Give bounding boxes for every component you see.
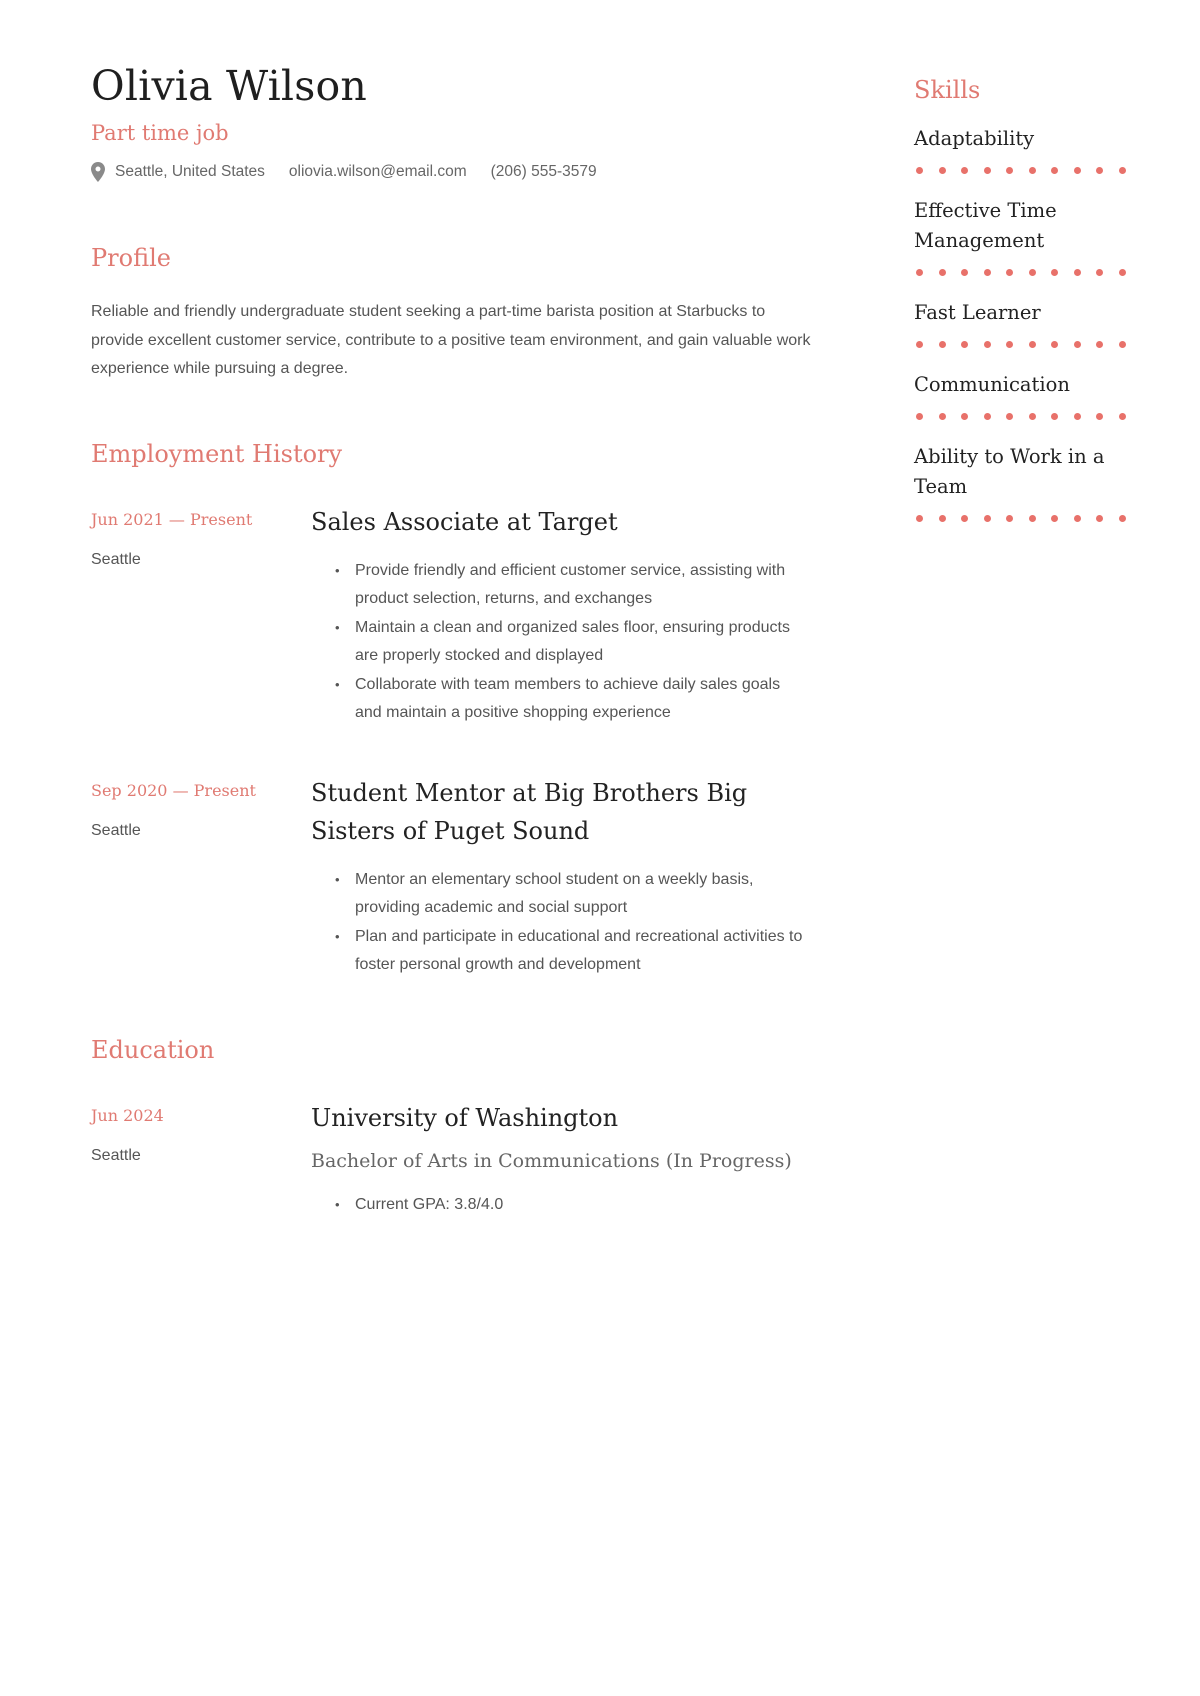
skill-dot xyxy=(1119,269,1126,276)
skill-item xyxy=(914,196,1134,276)
skill-dot xyxy=(1074,269,1081,276)
skill-dot xyxy=(1051,341,1058,348)
skill-name: Effective Time Management xyxy=(914,199,1057,252)
entry-body xyxy=(311,774,811,980)
skill-dot xyxy=(1074,167,1081,174)
skill-dot xyxy=(1029,167,1036,174)
employment-entry xyxy=(91,503,811,728)
employment-heading: Employment History xyxy=(91,439,343,468)
skill-dot xyxy=(1029,341,1036,348)
skill-dot xyxy=(1006,413,1013,420)
skill-dot xyxy=(939,269,946,276)
entry-degree: Bachelor of Arts in Communications (In Progress) xyxy=(311,1149,792,1172)
candidate-name: Olivia Wilson xyxy=(91,62,367,110)
entry-date: Jun 2021 — Present xyxy=(91,509,253,529)
skill-dot xyxy=(1074,341,1081,348)
skills-sidebar xyxy=(914,74,1134,522)
skill-dot xyxy=(1096,167,1103,174)
skill-dot xyxy=(961,167,968,174)
entry-date: Sep 2020 — Present xyxy=(91,780,256,800)
skill-dot xyxy=(916,167,923,174)
skill-item xyxy=(914,370,1134,420)
skill-dot xyxy=(1051,269,1058,276)
map-pin-icon xyxy=(91,162,105,182)
contact-line xyxy=(91,162,811,182)
skill-item xyxy=(914,124,1134,174)
skill-dot xyxy=(916,269,923,276)
skill-dot xyxy=(984,167,991,174)
skill-name: Communication xyxy=(914,373,1070,396)
skill-dot xyxy=(1006,341,1013,348)
profile-text: Reliable and friendly undergraduate student seeking a part-time barista position at Starbucks to provide excellent customer service, contribute to a positive team environment, and gain valuable work experience while pursuing a degree. xyxy=(91,303,811,377)
skills-heading: Skills xyxy=(914,76,981,104)
entry-city: Seattle xyxy=(91,550,141,568)
contact-phone[interactable]: (206) 555-3579 xyxy=(490,163,597,180)
skill-dot xyxy=(1096,413,1103,420)
skill-dot xyxy=(1096,269,1103,276)
skill-item xyxy=(914,442,1134,522)
entry-body xyxy=(311,1099,811,1220)
skill-dot xyxy=(1006,269,1013,276)
skill-name: Ability to Work in a Team xyxy=(914,445,1105,498)
skill-level-dots xyxy=(914,413,1126,420)
entry-city: Seattle xyxy=(91,821,141,839)
skill-level-dots xyxy=(914,269,1126,276)
education-entry xyxy=(91,1099,811,1220)
entry-city: Seattle xyxy=(91,1146,141,1164)
bullet-item: • Collaborate with team members to achieve daily sales goals and maintain a positive shopping experience xyxy=(335,671,811,728)
skill-dot xyxy=(1074,413,1081,420)
skill-dot xyxy=(961,515,968,522)
skill-dot xyxy=(1119,413,1126,420)
skill-level-dots xyxy=(914,341,1126,348)
skill-dot xyxy=(1096,515,1103,522)
contact-location: Seattle, United States xyxy=(115,163,265,180)
skill-dot xyxy=(1051,167,1058,174)
bullet-item: • Maintain a clean and organized sales floor, ensuring products are properly stocked and displayed xyxy=(335,614,811,671)
skill-dot xyxy=(1029,413,1036,420)
employment-entry xyxy=(91,774,811,980)
skill-dot xyxy=(1006,167,1013,174)
entry-title: Student Mentor at Big Brothers Big Sisters of Puget Sound xyxy=(311,778,748,845)
main-column xyxy=(91,60,811,1219)
entry-bullets xyxy=(311,1191,811,1220)
entry-title: University of Washington xyxy=(311,1103,619,1132)
entry-meta xyxy=(91,774,311,980)
skill-dot xyxy=(1074,515,1081,522)
skill-dot xyxy=(1006,515,1013,522)
job-title: Part time job xyxy=(91,121,229,145)
skill-dot xyxy=(1051,515,1058,522)
skill-dot xyxy=(1119,515,1126,522)
education-section xyxy=(91,1034,811,1220)
entry-body xyxy=(311,503,811,728)
education-heading: Education xyxy=(91,1035,215,1064)
profile-section xyxy=(91,242,811,384)
entry-meta xyxy=(91,1099,311,1220)
skill-dot xyxy=(916,341,923,348)
skill-dot xyxy=(1119,341,1126,348)
skill-dot xyxy=(961,413,968,420)
skill-dot xyxy=(984,515,991,522)
entry-bullets xyxy=(311,557,811,728)
bullet-item: • Plan and participate in educational and recreational activities to foster personal growth and development xyxy=(335,923,811,980)
bullet-item: • Current GPA: 3.8/4.0 xyxy=(335,1191,811,1220)
skill-dot xyxy=(939,413,946,420)
skill-level-dots xyxy=(914,515,1126,522)
skill-dot xyxy=(1119,167,1126,174)
skill-dot xyxy=(1029,269,1036,276)
skill-name: Fast Learner xyxy=(914,301,1041,324)
entry-bullets xyxy=(311,866,811,980)
skill-dot xyxy=(1051,413,1058,420)
entry-title: Sales Associate at Target xyxy=(311,507,618,536)
skill-dot xyxy=(916,515,923,522)
contact-email[interactable]: oliovia.wilson@email.com xyxy=(288,163,467,180)
skill-dot xyxy=(939,167,946,174)
skill-dot xyxy=(961,341,968,348)
skill-name: Adaptability xyxy=(914,127,1035,150)
skill-dot xyxy=(984,269,991,276)
entry-meta xyxy=(91,503,311,728)
skill-level-dots xyxy=(914,167,1126,174)
skill-dot xyxy=(1029,515,1036,522)
skill-dot xyxy=(984,413,991,420)
skill-dot xyxy=(916,413,923,420)
skill-dot xyxy=(1096,341,1103,348)
employment-section xyxy=(91,438,811,980)
skill-dot xyxy=(984,341,991,348)
profile-heading: Profile xyxy=(91,244,171,272)
skill-dot xyxy=(961,269,968,276)
skill-dot xyxy=(939,341,946,348)
bullet-item: • Mentor an elementary school student on a weekly basis, providing academic and social support xyxy=(335,866,811,923)
skill-dot xyxy=(939,515,946,522)
skill-item xyxy=(914,298,1134,348)
entry-date: Jun 2024 xyxy=(91,1105,164,1125)
bullet-item: • Provide friendly and efficient customer service, assisting with product selection, returns, and exchanges xyxy=(335,557,811,614)
